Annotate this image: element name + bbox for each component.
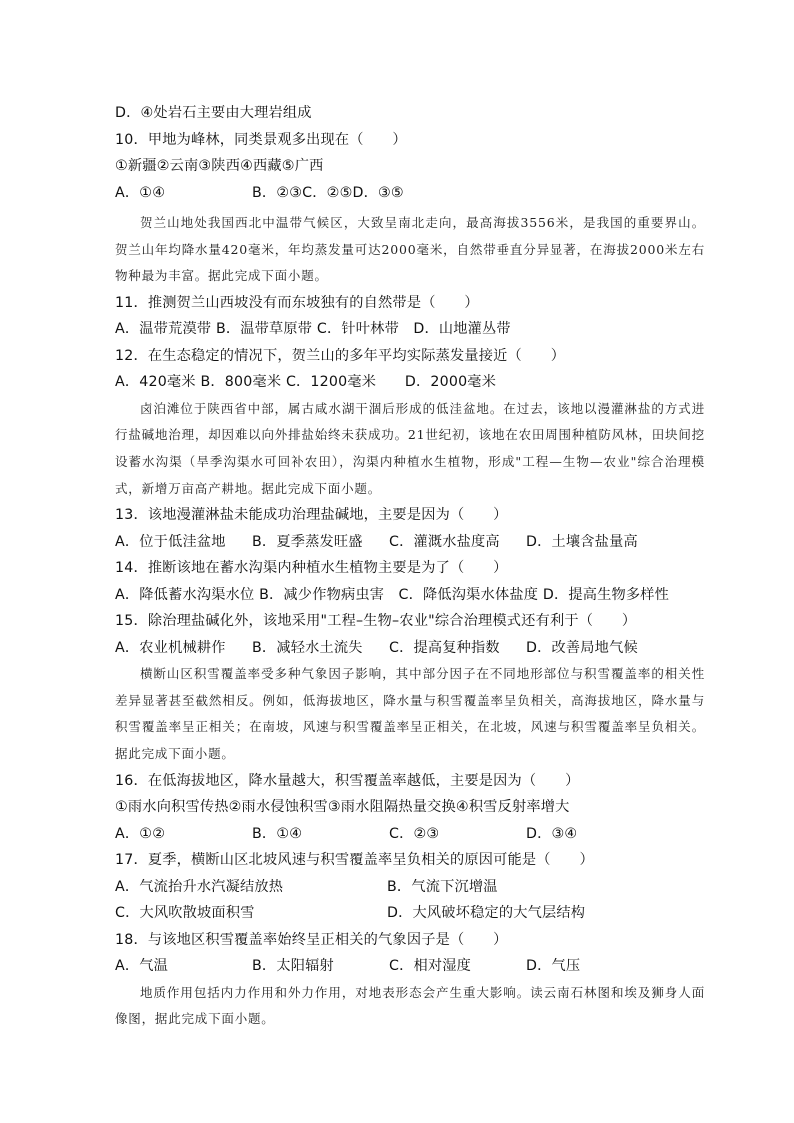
q15-option-d: D．改善局地气候: [526, 639, 638, 656]
q18-option-c: C．相对湿度: [389, 958, 472, 975]
q14-stem: 14．推断该地在蓄水沟渠内种植水生植物主要是为了（ ）: [115, 560, 508, 577]
passage-luhui: [115, 396, 705, 502]
q16-option-d: D．③④: [526, 825, 578, 842]
passage-geology: [115, 980, 705, 1033]
q18-option-a: A．气温: [115, 958, 169, 975]
q13-option-d: D．土壤含盐量高: [526, 533, 638, 550]
q11-stem: 11．推测贺兰山西坡没有而东坡独有的自然带是（ ）: [115, 294, 479, 311]
q16-option-c: C．②③: [389, 825, 440, 842]
q17-option-b: B．气流下沉增温: [387, 878, 498, 895]
passage-hengduan: [115, 661, 705, 767]
q18-stem: 18．与该地区积雪覆盖率始终呈正相关的气象因子是（ ）: [115, 931, 508, 948]
q18-option-b: B．太阳辐射: [252, 958, 334, 975]
q12-options: A．420毫米 B．800毫米 C．1200毫米 D．2000毫米: [115, 374, 497, 391]
q12-stem: 12．在生态稳定的情况下，贺兰山的多年平均实际蒸发量接近（ ）: [115, 347, 566, 364]
q13-option-a: A．位于低洼盆地: [115, 533, 226, 550]
q18-options: [115, 953, 705, 980]
passage-helan-text: 贺兰山地处我国西北中温带气候区，大致呈南北走向，最高海拔3556米，是我国的重要界山。贺兰山年均降水量420毫米，年均蒸发量可达2000毫米，自然带垂直分异显著，在海拔2000米左右物种最为丰富。据此完成下面小题。: [115, 215, 705, 284]
q13-option-c: C．灌溉水盐度高: [389, 533, 500, 550]
passage-hengduan-text: 横断山区积雪覆盖率受多种气象因子影响，其中部分因子在不同地形部位与积雪覆盖率的相关性差异显著甚至截然相反。例如，低海拔地区，降水量与积雪覆盖率呈负相关，高海拔地区，降水量与积雪覆盖率呈正相关；在南坡，风速与积雪覆盖率呈正相关，在北坡，风速与积雪覆盖率呈负相关。据此完成下面小题。: [115, 666, 705, 761]
q14-options: A．降低蓄水沟渠水位 B．减少作物病虫害 C．降低沟渠水体盐度 D．提高生物多样性: [115, 586, 670, 603]
q16-stem: 16．在低海拔地区，降水量越大，积雪覆盖率越低，主要是因为（ ）: [115, 772, 580, 789]
q15-option-a: A．农业机械耕作: [115, 639, 226, 656]
q13-option-b: B．夏季蒸发旺盛: [252, 533, 363, 550]
q18-option-d: D．气压: [526, 958, 581, 975]
q10-option-a: A．①④: [115, 184, 166, 201]
q15-option-b: B．减轻水土流失: [252, 639, 363, 656]
passage-helan: [115, 210, 705, 290]
passage-geology-text: 地质作用包括内力作用和外力作用，对地表形态会产生重大影响。读云南石林图和埃及狮身人面像图，据此完成下面小题。: [115, 984, 705, 1027]
q9-option-d: D．④处岩石主要由大理岩组成: [115, 105, 312, 121]
exam-page: [115, 100, 705, 1033]
q17-option-d: D．大风破坏稳定的大气层结构: [387, 905, 586, 922]
q13-stem: 13．该地漫灌淋盐未能成功治理盐碱地，主要是因为（ ）: [115, 507, 508, 524]
q17-options-row2: [115, 900, 705, 927]
q17-stem: 17．夏季，横断山区北坡风速与积雪覆盖率呈负相关的原因可能是（ ）: [115, 852, 594, 869]
q11-options: A．温带荒漠带 B．温带草原带 C．针叶林带 D．山地灌丛带: [115, 321, 511, 338]
passage-luhui-text: 卤泊滩位于陕西省中部，属古咸水湖干涸后形成的低洼盆地。在过去，该地以漫灌淋盐的方式进行盐碱地治理，却因难以向外排盐始终未获成功。21世纪初，该地在农田周围种植防风林，田块间挖设蓄水沟渠（旱季沟渠水可回补农田），沟渠内种植水生植物，形成"工程—生物—农业"综合治理模式，新增万亩高产耕地。据此完成下面小题。: [115, 400, 705, 496]
q16-option-a: A．①②: [115, 825, 166, 842]
q17-options-row1: [115, 874, 705, 901]
q13-options: [115, 529, 705, 556]
q10-options-bcd: B．②③C．②⑤D．③⑤: [252, 184, 404, 201]
q15-option-c: C．提高复种指数: [389, 639, 500, 656]
q17-option-c: C．大风吹散坡面积雪: [115, 905, 255, 922]
q10-stem: 10．甲地为峰林，同类景观多出现在（ ）: [115, 131, 407, 148]
q10-options: [115, 180, 705, 207]
q10-choices: ①新疆②云南③陕西④西藏⑤广西: [115, 158, 324, 174]
q15-options: [115, 635, 705, 662]
q17-option-a: A．气流抬升水汽凝结放热: [115, 878, 284, 895]
q15-stem: 15．除治理盐碱化外，该地采用"工程–生物–农业"综合治理模式还有利于（ ）: [115, 613, 637, 630]
q16-option-b: B．①④: [252, 825, 303, 842]
q16-choices: ①雨水向积雪传热②雨水侵蚀积雪③雨水阻隔热量交换④积雪反射率增大: [115, 799, 570, 816]
q16-options: [115, 821, 705, 848]
